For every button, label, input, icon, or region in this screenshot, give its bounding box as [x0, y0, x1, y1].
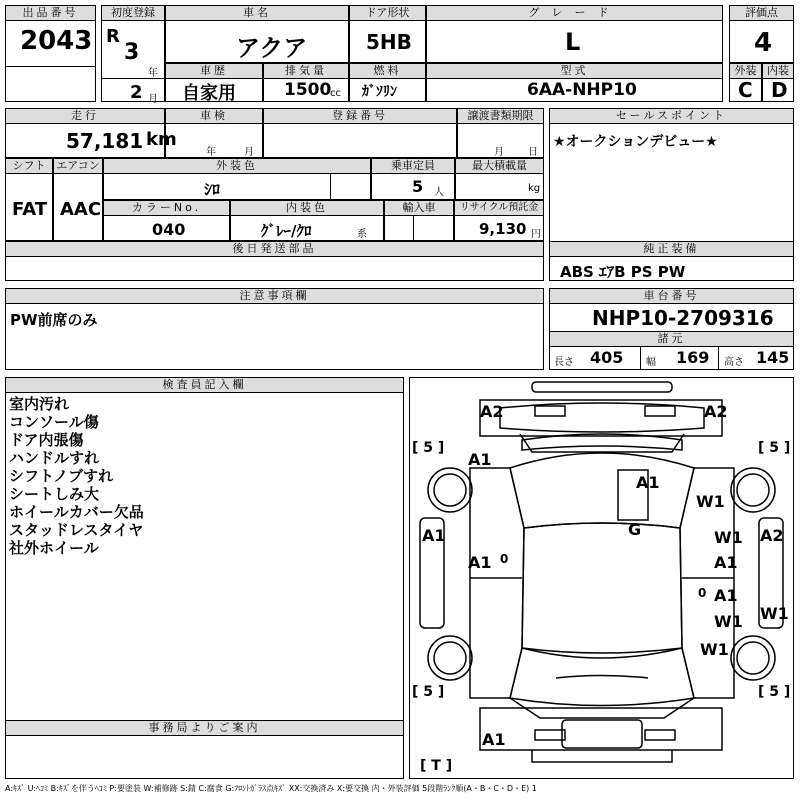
capacity-box: 乗車定員 5 人	[371, 158, 455, 200]
first-reg-box: 初度登録 R 3 年 2 月	[101, 5, 165, 102]
equipment-box: 純正装備 ABS ｴｱB PS PW	[549, 241, 794, 281]
first-reg-era: R	[106, 26, 120, 47]
tire-label: [ T ]	[420, 758, 453, 774]
ext-grade-value: C	[738, 78, 753, 102]
door-box	[349, 5, 426, 63]
damage-mark: A1	[714, 553, 738, 572]
damage-mark: W1	[714, 612, 743, 631]
int-color-box: 内装色 ｸﾞﾚｰ/ｸﾛ 系	[230, 200, 384, 241]
lot-number: 2043	[20, 26, 93, 56]
later-parts-box: 後日発送部品	[5, 241, 544, 281]
import-box: 輸入車	[384, 200, 454, 241]
tire-label: [ 5 ]	[758, 440, 791, 456]
score-box	[729, 5, 794, 63]
ext-grade-box: 外装 C	[729, 63, 762, 102]
model-value: 6AA-NHP10	[527, 80, 637, 100]
inspector-box: 検査員記入欄 室内汚れ コンソール傷 ドア内張傷 ハンドルすれ シフトノブすれ シートしみ大 ホイールカバー欠品 スタッドレスタイヤ 社外ホイール 事務局よりご案内	[5, 377, 404, 779]
car-name-box	[165, 5, 349, 63]
displacement-value: 1500	[284, 80, 332, 100]
displacement-box: 排気量 1500 cc	[263, 63, 349, 102]
model-box: 型式 6AA-NHP10	[426, 63, 723, 102]
damage-mark: A1	[482, 730, 506, 749]
chassis-box: 車台番号 NHP10-2709316 諸元 長さ 405 幅 169 高さ 145	[549, 288, 794, 370]
max-load-box: 最大積載量 kg	[455, 158, 544, 200]
door-header: ドア形状	[350, 6, 425, 21]
color-no-value: 040	[152, 220, 186, 239]
first-reg-month: 2	[130, 82, 143, 103]
history-value: 自家用	[182, 83, 236, 104]
legend: A:ｷｽﾞ U:ﾍｺﾐ B:ｷｽﾞを伴うﾍｺﾐ P:要塗装 W:補修跡 S:錆 C:腐食 G:ﾌﾛﾝﾄｶﾞﾗｽ点ｷｽﾞ XX:交換済み X:要交換 内・外装評価 5段階ﾗﾝｸ順(A・B・C・D・E) 1	[5, 784, 537, 793]
transfer-box: 譲渡書類期限 月 日	[457, 108, 544, 158]
damage-mark: W1	[696, 492, 725, 511]
car-diagram	[409, 377, 794, 779]
damage-mark: A2	[704, 402, 728, 421]
damage-mark: 0	[698, 586, 707, 600]
damage-mark: W1	[714, 528, 743, 547]
tire-label: [ 5 ]	[758, 684, 791, 700]
recycle-value: 9,130	[479, 220, 527, 238]
damage-mark: A2	[760, 526, 784, 545]
shift-box: シフト FAT	[5, 158, 53, 241]
lot-header: 出品番号	[6, 6, 95, 21]
grade-box	[426, 5, 723, 63]
inspector-item: コンソール傷	[9, 413, 99, 431]
car-name: アクア	[236, 34, 308, 62]
car-outline	[410, 378, 793, 778]
grade-header: グレード	[427, 6, 722, 21]
fuel-value: ｶﾞｿﾘﾝ	[362, 84, 397, 100]
car-name-header: 車名	[166, 6, 348, 21]
equipment-value: ABS ｴｱB PS PW	[560, 263, 686, 281]
spec-height: 145	[756, 348, 790, 367]
inspector-item: 室内汚れ	[9, 395, 70, 413]
ext-color-value: ｼﾛ	[204, 180, 221, 199]
aircon-box: エアコン AAC	[53, 158, 103, 241]
notes-box: 注意事項欄 PW前席のみ	[5, 288, 544, 370]
grade-value: L	[565, 28, 581, 56]
recycle-box: リサイクル預託金 9,130 円	[454, 200, 544, 241]
score-header: 評価点	[730, 6, 793, 21]
damage-mark: W1	[760, 604, 789, 623]
inspector-item: シートしみ大	[9, 485, 100, 503]
inspector-item: ハンドルすれ	[9, 449, 100, 467]
inspection-box: 車検 年 月	[165, 108, 263, 158]
int-grade-value: D	[771, 78, 788, 102]
ext-color-box: 外装色 ｼﾛ	[103, 158, 371, 200]
damage-mark: A1	[636, 473, 660, 492]
damage-mark: W1	[700, 640, 729, 659]
inspector-item: ドア内張傷	[9, 431, 84, 449]
damage-mark: A1	[422, 526, 446, 545]
lot-box	[5, 5, 96, 102]
shift-value: FAT	[12, 199, 48, 220]
mileage-box: 走行 57,181 km	[5, 108, 165, 158]
damage-mark: G	[628, 520, 642, 539]
chassis-value: NHP10-2709316	[592, 306, 774, 330]
aircon-value: AAC	[60, 199, 102, 220]
score-value: 4	[754, 28, 773, 58]
history-box: 車歴 自家用	[165, 63, 263, 102]
inspector-list	[9, 395, 144, 557]
damage-mark: A1	[714, 586, 738, 605]
sales-point-box: セールスポイント ★オークションデビュー★	[549, 108, 794, 256]
mileage-value: 57,181	[66, 129, 144, 153]
sales-point-value: ★オークションデビュー★	[553, 134, 718, 150]
inspector-item: ホイールカバー欠品	[9, 503, 144, 521]
spec-length: 405	[590, 348, 624, 367]
tire-label: [ 5 ]	[412, 684, 445, 700]
damage-mark: 0	[500, 552, 509, 566]
int-grade-box: 内装 D	[762, 63, 794, 102]
damage-mark: A1	[468, 450, 492, 469]
int-color-value: ｸﾞﾚｰ/ｸﾛ	[261, 222, 312, 240]
reg-no-box: 登録番号	[263, 108, 457, 158]
first-reg-year: 3	[124, 40, 140, 65]
notes-value: PW前席のみ	[10, 311, 98, 329]
first-reg-header: 初度登録	[102, 6, 164, 21]
damage-mark: A2	[480, 402, 504, 421]
inspector-item: 社外ホイール	[9, 539, 99, 557]
inspector-item: スタッドレスタイヤ	[9, 521, 144, 539]
damage-mark: A1	[468, 553, 492, 572]
color-no-box: カラーNo. 040	[103, 200, 230, 241]
tire-label: [ 5 ]	[412, 440, 445, 456]
door-type: 5HB	[366, 30, 412, 54]
capacity-value: 5	[412, 177, 424, 196]
spec-width: 169	[676, 348, 710, 367]
fuel-box: 燃料 ｶﾞｿﾘﾝ	[349, 63, 426, 102]
inspector-item: シフトノブすれ	[9, 467, 114, 485]
